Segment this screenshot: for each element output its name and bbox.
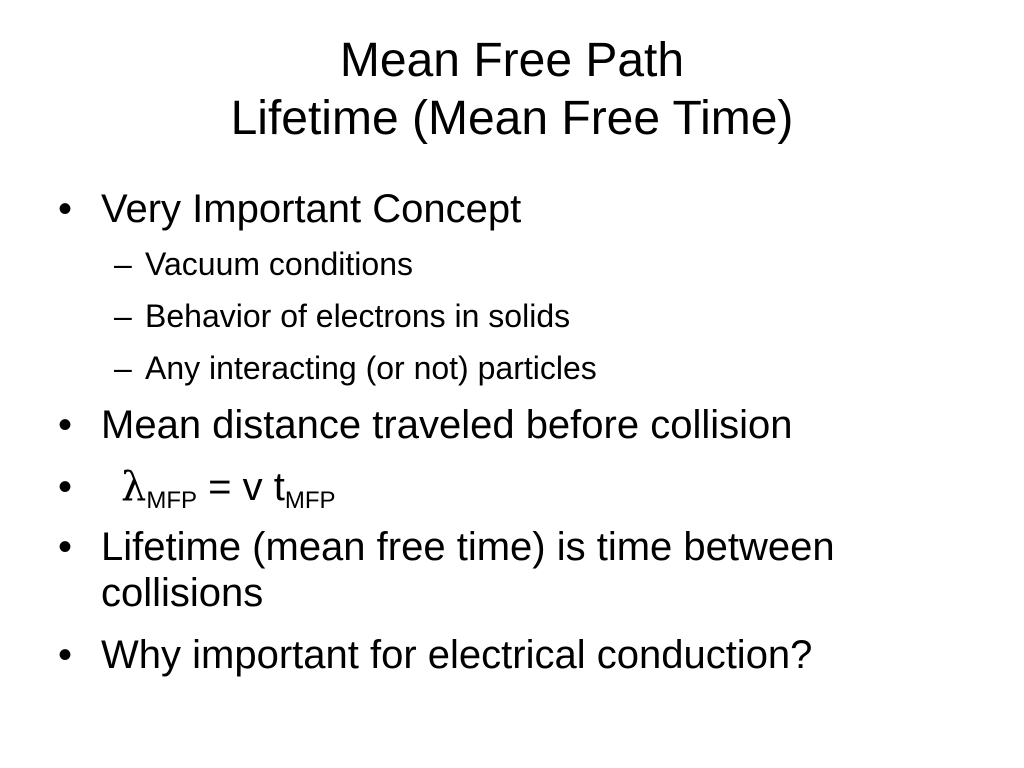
bullet-mark: • — [58, 633, 73, 677]
slide-title — [0, 32, 1024, 148]
lambda-subscript: MFP — [146, 487, 198, 514]
sub-bullet-text: Any interacting (or not) particles — [145, 350, 597, 386]
title-line-2: Lifetime (Mean Free Time) — [230, 92, 794, 145]
sub-bullet-text: Vacuum conditions — [145, 246, 413, 282]
formula — [121, 464, 958, 514]
sub-bullet-item-1 — [114, 245, 914, 283]
title-line-1: Mean Free Path — [339, 34, 685, 87]
bullet-mark: • — [58, 187, 73, 231]
bullet-mark: • — [58, 403, 73, 447]
bullet-text: Lifetime (mean free time) is time between collisions — [101, 525, 835, 615]
t-subscript: MFP — [284, 487, 336, 514]
bullet-mark: • — [58, 525, 73, 569]
bullet-item-4 — [58, 524, 918, 616]
bullet-text: Very Important Concept — [101, 187, 522, 231]
bullet-mark: • — [58, 465, 73, 509]
sub-bullet-text: Behavior of electrons in solids — [145, 298, 571, 334]
dash-mark: – — [114, 350, 132, 386]
dash-mark: – — [114, 298, 132, 334]
bullet-item-2 — [58, 402, 958, 448]
lambda-symbol: λ — [121, 464, 147, 510]
bullet-text: Why important for electrical conduction? — [101, 633, 813, 677]
formula-middle: = v t — [197, 465, 285, 509]
dash-mark: – — [114, 246, 132, 282]
bullet-text: Mean distance traveled before collision — [101, 403, 793, 447]
sub-bullet-item-2 — [114, 297, 914, 335]
bullet-item-5 — [58, 632, 958, 678]
bullet-item-3 — [58, 464, 958, 514]
bullet-item-1 — [58, 186, 958, 232]
sub-bullet-item-3 — [114, 349, 914, 387]
